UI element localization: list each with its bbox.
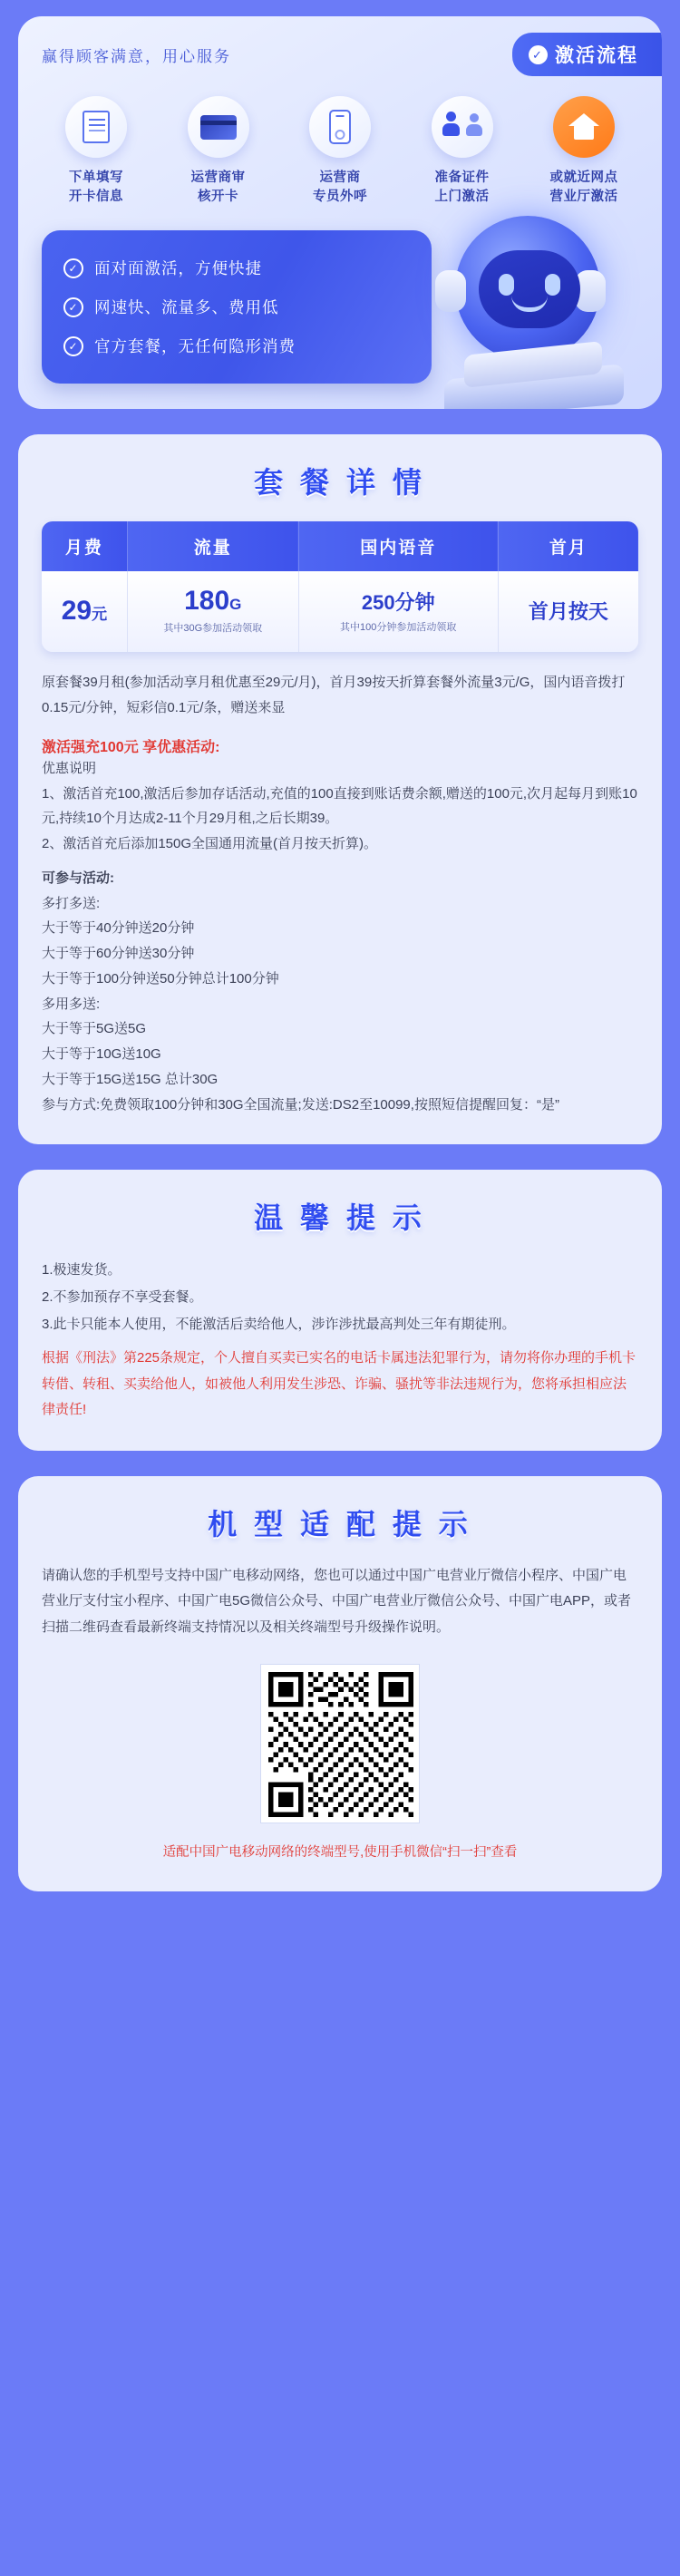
benefits-panel — [42, 230, 432, 384]
tips-list — [42, 1257, 638, 1338]
activation-steps — [18, 76, 662, 207]
promo-label: 优惠说明 — [42, 760, 97, 776]
benefits-section — [18, 230, 662, 384]
cell-voice — [298, 571, 498, 652]
step-4-line-2: 上门激活 — [434, 190, 490, 205]
column-header-first-month: 首月 — [498, 521, 638, 571]
robot-mascot-illustration — [430, 210, 638, 409]
call-rule-1: 大于等于40分钟送20分钟 — [42, 920, 195, 937]
step-3-line-1: 运营商 — [319, 170, 361, 185]
cell-monthly-fee — [42, 571, 127, 652]
monthly-fee-value: 29 — [61, 595, 92, 626]
activation-flow-label: 激活流程 — [555, 45, 638, 66]
benefit-item-3 — [63, 326, 410, 365]
step-2-line-2: 核开卡 — [198, 190, 238, 205]
tip-item-2: 2.不参加预存不享受套餐。 — [42, 1289, 203, 1306]
plan-details-title: 套 餐 详 情 — [254, 466, 426, 500]
cell-first-month — [498, 571, 638, 652]
step-item-4 — [410, 96, 515, 207]
table-row — [42, 571, 638, 652]
legal-warning-text: 根据《刑法》第225条规定，个人擅自买卖已实名的电话卡属违法犯罪行为，请勿将你办理的手机卡转借、转租、买卖给他人，如被他人利用发生涉恐、诈骗、骚扰等非法违规行为，您将承担相应法律责任! — [42, 1350, 636, 1418]
data-unit: G — [229, 596, 242, 614]
qr-code[interactable] — [260, 1664, 420, 1823]
column-header-voice: 国内语音 — [298, 521, 498, 571]
benefit-label-3: 官方套餐，无任何隐形消费 — [94, 337, 296, 356]
hero-card — [18, 16, 662, 409]
home-icon — [553, 96, 615, 158]
data-subnote: 其中30G参加活动领取 — [163, 623, 263, 635]
step-5-line-1: 或就近网点 — [549, 170, 618, 185]
check-icon: ✓ — [63, 336, 83, 356]
column-header-data: 流量 — [127, 521, 298, 571]
compatibility-note: 请确认您的手机型号支持中国广电移动网络，您也可以通过中国广电营业厅微信小程序、中国广电营业厅支付宝小程序、中国广电5G微信公众号、中国广电营业厅微信公众号、中国广电APP，或者扫描二维码查看最新终端支持情况以及相关终端型号升级操作说明。 — [42, 1567, 632, 1635]
table-header-row — [42, 521, 638, 571]
plan-details-card — [18, 434, 662, 1144]
data-value: 180 — [184, 586, 230, 617]
voice-subnote: 其中100分钟参加活动领取 — [340, 621, 457, 633]
check-icon: ✓ — [63, 258, 83, 278]
check-icon: ✓ — [63, 297, 83, 317]
benefit-label-1: 面对面激活，方便快捷 — [94, 259, 262, 278]
plan-intro-text: 原套餐39月租(参加活动享月租优惠至29元/月)，首月39按天折算套餐外流量3元/G，国内语音拨打0.15元/分钟，短彩信0.1元/条，赠送来显 — [42, 675, 626, 716]
step-item-3 — [287, 96, 393, 207]
tip-item-1: 1.极速发货。 — [42, 1262, 121, 1278]
data-rule-3: 大于等于15G送15G 总计30G — [42, 1071, 219, 1087]
benefit-item-1 — [63, 248, 410, 287]
qr-code-image — [268, 1672, 413, 1817]
step-5-line-2: 营业厅激活 — [549, 190, 618, 205]
data-rule-1: 大于等于5G送5G — [42, 1021, 147, 1037]
promo-item-2: 2、激活首充后添加150G全国通用流量(首月按天折算)。 — [42, 836, 378, 852]
promo-title: 激活强充100元 享优惠活动: — [42, 739, 220, 755]
join-method-text: 参与方式:免费领取100分钟和30G全国流量;发送:DS2至10099,按照短信提醒回复：“是” — [42, 1096, 559, 1113]
data-rule-2: 大于等于10G送10G — [42, 1046, 161, 1063]
data-group-title: 多用多送: — [42, 996, 101, 1012]
voice-value: 250分钟 — [361, 590, 435, 614]
first-month-value: 首月按天 — [528, 600, 608, 624]
tips-card — [18, 1170, 662, 1451]
call-rule-3: 大于等于100分钟送50分钟总计100分钟 — [42, 970, 279, 987]
plan-table — [42, 521, 638, 652]
qr-caption: 适配中国广电移动网络的终端型号,使用手机微信“扫一扫”查看 — [162, 1845, 518, 1861]
check-circle-icon: ✓ — [529, 45, 548, 64]
cell-data — [127, 571, 298, 652]
promo-item-1: 1、激活首充100,激活后参加存话活动,充值的100直接到账话费余额,赠送的100元,次月起每月到账10元,持续10个月达成2-11个月29月租,之后长期39。 — [42, 785, 637, 827]
monthly-fee-unit: 元 — [92, 605, 108, 623]
step-3-line-2: 专员外呼 — [313, 190, 367, 205]
activation-flow-badge — [512, 33, 662, 76]
step-item-2 — [166, 96, 271, 207]
call-group-title: 多打多送: — [42, 895, 101, 911]
call-rule-2: 大于等于60分钟送30分钟 — [42, 946, 195, 962]
phone-icon — [309, 96, 371, 158]
document-icon — [65, 96, 127, 158]
qr-section — [42, 1664, 638, 1823]
column-header-monthly-fee: 月费 — [42, 521, 127, 571]
step-item-5 — [531, 96, 636, 207]
tips-title: 温 馨 提 示 — [254, 1201, 426, 1235]
compatibility-card — [18, 1476, 662, 1891]
join-activities-title: 可参与活动: — [42, 870, 114, 886]
step-2-line-1: 运营商审 — [190, 170, 246, 185]
step-1-line-1: 下单填写 — [69, 170, 123, 185]
promo-page — [0, 16, 680, 1928]
hero-header — [18, 33, 662, 76]
step-4-line-1: 准备证件 — [434, 170, 490, 185]
sim-card-icon — [188, 96, 249, 158]
benefit-item-2 — [63, 287, 410, 326]
benefit-label-2: 网速快、流量多、费用低 — [94, 298, 279, 317]
step-1-line-2: 开卡信息 — [69, 190, 123, 205]
tip-item-3: 3.此卡只能本人使用，不能激活后卖给他人，涉诈涉扰最高判处三年有期徒刑。 — [42, 1317, 516, 1333]
people-icon — [432, 96, 493, 158]
compatibility-title: 机 型 适 配 提 示 — [208, 1507, 472, 1541]
hero-slogan: 赢得顾客满意，用心服务 — [42, 47, 231, 65]
step-item-1 — [44, 96, 149, 207]
